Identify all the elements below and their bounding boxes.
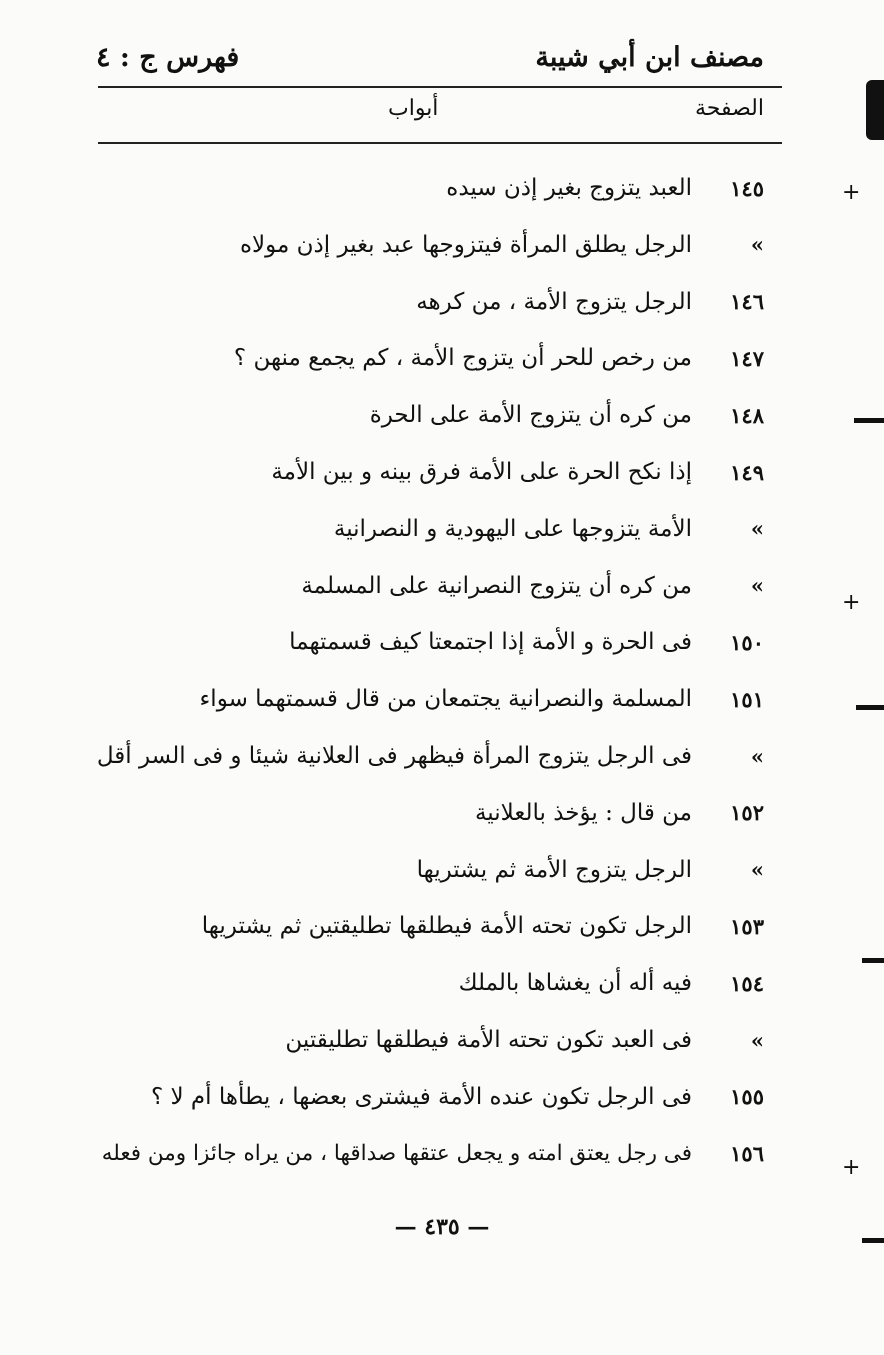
index-entry (97, 734, 764, 778)
index-entry (271, 450, 764, 494)
scan-edge-mark (866, 80, 884, 140)
index-volume-label: فهرس ج : ٤ (96, 42, 240, 73)
entry-section-title: فى رجل يعتق امته و يجعل عتقها صداقها ، من يراه جائزا ومن فعله (101, 1141, 692, 1167)
entry-section-title: فى الحرة و الأمة إذا اجتمعتا كيف قسمتهما (289, 629, 692, 656)
entry-page-number: ١٤٨ (730, 402, 764, 428)
entry-section-title: فى العبد تكون تحته الأمة فيطلقها تطليقتين (285, 1027, 692, 1053)
header-rule-top (98, 86, 782, 88)
entry-section-title: الرجل يتزوج الأمة ثم يشتريها (416, 856, 692, 883)
scan-edge-mark (862, 1238, 884, 1243)
index-entry (370, 393, 764, 437)
index-entry (417, 848, 764, 892)
index-entry (446, 166, 764, 210)
index-entry (240, 223, 764, 267)
entry-page-number: ١٥٦ (730, 1141, 764, 1167)
entry-section-title: المسلمة والنصرانية يجتمعان من قال قسمتهما سواء (199, 686, 692, 713)
registration-mark-icon: + (842, 590, 861, 615)
entry-section-title: الرجل يتزوج الأمة ، من كرهه (416, 288, 692, 315)
index-entry (102, 1132, 764, 1176)
index-entry (234, 336, 764, 380)
entry-page-number: ١٥٥ (730, 1084, 764, 1110)
registration-mark-icon: + (842, 180, 861, 205)
entry-page-number: » (750, 857, 764, 883)
index-entry (334, 507, 764, 551)
entry-page-number: ١٥١ (730, 686, 764, 712)
index-entry (289, 620, 764, 664)
entry-page-number: ١٤٥ (730, 175, 764, 201)
entry-page-number: ١٥٢ (730, 800, 764, 826)
entry-page-number: ١٤٧ (730, 345, 764, 371)
index-entry (459, 961, 764, 1005)
entry-section-title: الرجل تكون تحته الأمة فيطلقها تطليقتين ثم يشتريها (201, 913, 692, 940)
entry-page-number: » (750, 743, 764, 769)
entry-section-title: من رخص للحر أن يتزوج الأمة ، كم يجمع منهن ؟ (233, 345, 692, 372)
index-entry (301, 564, 764, 608)
entry-page-number: » (750, 516, 764, 542)
index-entry (151, 1075, 764, 1119)
entry-section-title: الأمة يتزوجها على اليهودية و النصرانية (333, 515, 692, 542)
entry-page-number: » (750, 1027, 764, 1053)
entry-page-number: ١٥٣ (730, 913, 764, 939)
entry-page-number: ١٥٠ (730, 629, 764, 655)
entry-page-number: » (750, 573, 764, 599)
entry-section-title: إذا نكح الحرة على الأمة فرق بينه و بين الأمة (271, 459, 692, 485)
index-entry (475, 791, 764, 835)
entry-section-title: من قال : يؤخذ بالعلانية (474, 799, 692, 826)
entry-page-number: ١٥٤ (730, 970, 764, 996)
page-number: — ٤٣٥ — (394, 1214, 490, 1240)
entry-section-title: من كره أن يتزوج الأمة على الحرة (369, 402, 692, 429)
page-column-heading: الصفحة (694, 96, 764, 121)
entry-page-number: ١٤٩ (730, 459, 764, 485)
scan-edge-mark (854, 418, 884, 423)
entry-section-title: العبد يتزوج بغير إذن سيده (446, 175, 692, 201)
index-entry (199, 677, 764, 721)
book-title: مصنف ابن أبي شيبة (535, 42, 764, 73)
header-rule-bottom (98, 142, 782, 144)
scan-edge-mark (862, 958, 884, 963)
entry-page-number: » (750, 232, 764, 258)
scan-edge-mark (856, 705, 884, 710)
registration-mark-icon: + (842, 1155, 861, 1180)
entry-page-number: ١٤٦ (730, 289, 764, 315)
entry-section-title: من كره أن يتزوج النصرانية على المسلمة (301, 572, 692, 599)
entry-section-title: فى الرجل يتزوج المرأة فيظهر فى العلانية شيئا و فى السر أقل (96, 743, 692, 769)
index-entry (416, 280, 764, 324)
entry-section-title: فيه أله أن يغشاها بالملك (458, 970, 692, 997)
index-entry (285, 1018, 764, 1062)
index-entry (202, 904, 764, 948)
entry-section-title: الرجل يطلق المرأة فيتزوجها عبد بغير إذن مولاه (239, 231, 692, 258)
section-column-heading: أبواب (388, 96, 439, 121)
entry-section-title: فى الرجل تكون عنده الأمة فيشترى بعضها ، يطأها أم لا ؟ (150, 1083, 692, 1110)
